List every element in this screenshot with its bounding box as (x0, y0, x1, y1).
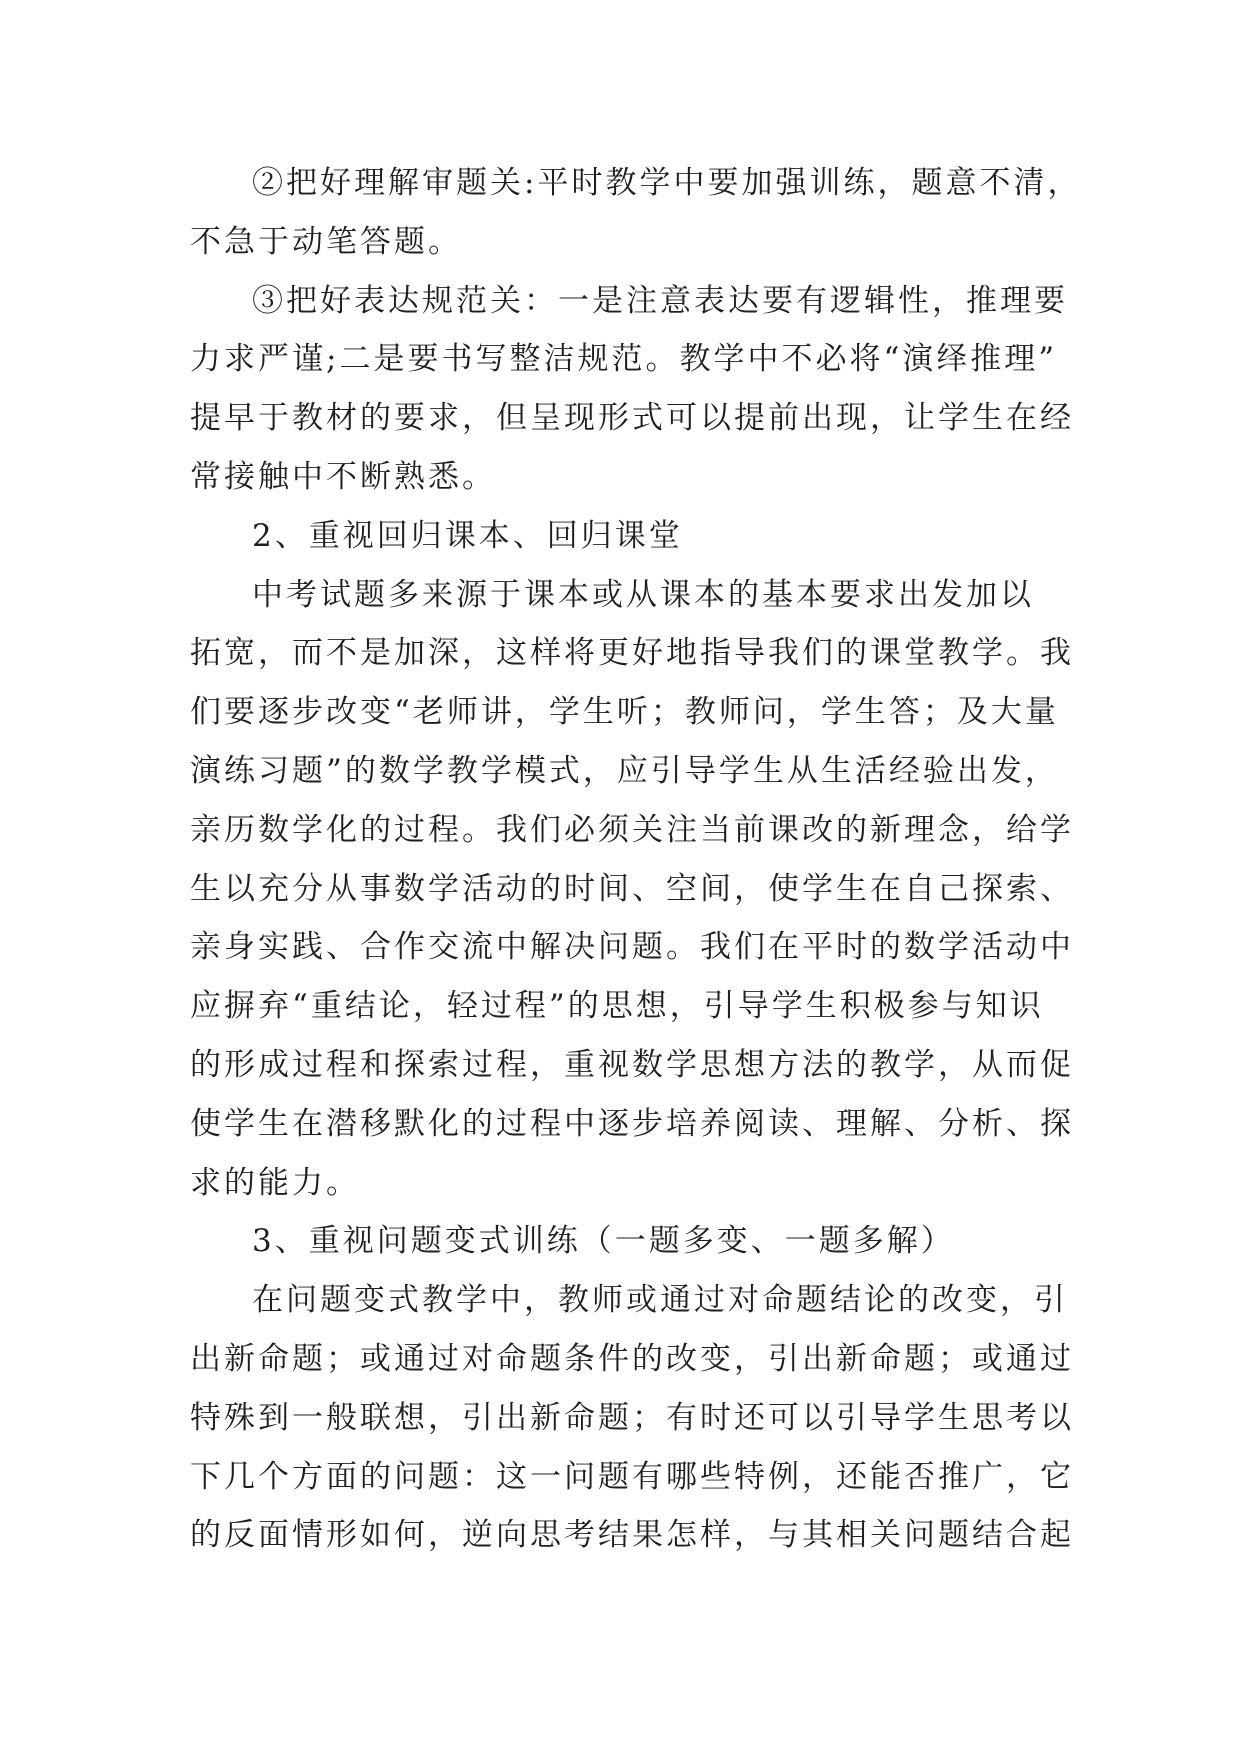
document-page (190, 154, 1082, 1565)
paragraph-line: 应摒弃“重结论，轻过程”的思想，引导学生积极参与知识 (190, 988, 1044, 1025)
paragraph-line: 下几个方面的问题：这一问题有哪些特例，还能否推广，它 (190, 1458, 1074, 1495)
paragraph-line: 亲身实践、合作交流中解决问题。我们在平时的数学活动中 (190, 929, 1074, 966)
paragraph-line: 常接触中不断熟悉。 (190, 458, 496, 495)
paragraph-line: 亲历数学化的过程。我们必须关注当前课改的新理念，给学 (190, 811, 1074, 848)
paragraph-line: 提早于教材的要求，但呈现形式可以提前出现，让学生在经 (190, 400, 1074, 437)
paragraph-line: 特殊到一般联想，引出新命题；有时还可以引导学生思考以 (190, 1399, 1074, 1436)
paragraph-line: 力求严谨;二是要书写整洁规范。教学中不必将“演绎推理” (190, 341, 1058, 378)
paragraph-line: 求的能力。 (190, 1164, 360, 1201)
section-heading: 2、重视回归课本、回归课堂 (252, 517, 683, 554)
paragraph-line: 不急于动笔答题。 (190, 223, 462, 260)
paragraph-line: 拓宽，而不是加深，这样将更好地指导我们的课堂教学。我 (190, 635, 1074, 672)
paragraph-line: 生以充分从事数学活动的时间、空间，使学生在自己探索、 (190, 870, 1074, 907)
paragraph-line: 演练习题”的数学教学模式，应引导学生从生活经验出发， (190, 752, 1059, 789)
paragraph-line: 出新命题；或通过对命题条件的改变，引出新命题；或通过 (190, 1340, 1074, 1377)
paragraph-line: 中考试题多来源于课本或从课本的基本要求出发加以 (252, 576, 1034, 613)
section-heading: 3、重视问题变式训练（一题多变、一题多解） (252, 1223, 955, 1260)
paragraph-line: 使学生在潜移默化的过程中逐步培养阅读、理解、分析、探 (190, 1105, 1074, 1142)
paragraph-line: 在问题变式教学中，教师或通过对命题结论的改变，引 (252, 1282, 1068, 1319)
paragraph-line: 的形成过程和探索过程，重视数学思想方法的教学，从而促 (190, 1046, 1074, 1083)
paragraph-line: 的反面情形如何，逆向思考结果怎样，与其相关问题结合起 (190, 1517, 1074, 1554)
paragraph-line: ③把好表达规范关：一是注意表达要有逻辑性，推理要 (252, 282, 1068, 319)
paragraph-line: 们要逐步改变“老师讲，学生听；教师问，学生答；及大量 (190, 694, 1059, 731)
paragraph-line: ②把好理解审题关:平时教学中要加强训练，题意不清， (252, 165, 1082, 201)
